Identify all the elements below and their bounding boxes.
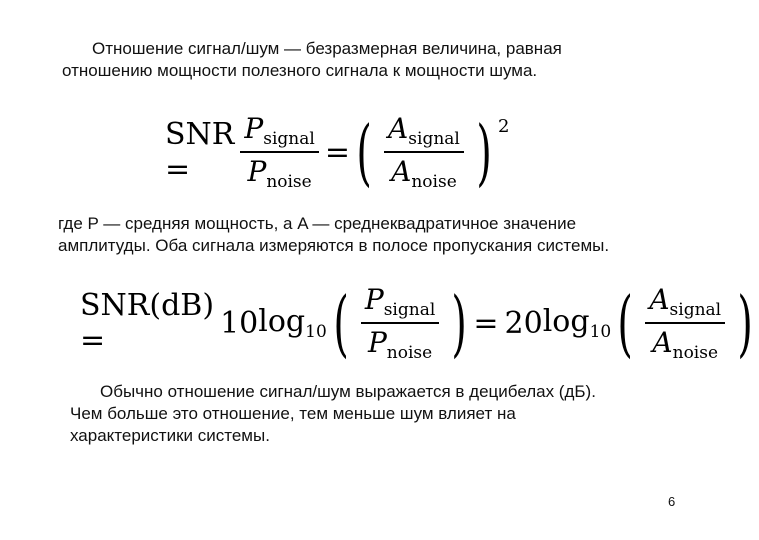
power-fraction-db: $\frac{P_{signal}}{P_{noise}}$ [361, 283, 439, 363]
power-fraction: $\frac{P_{signal}}{P_{noise}}$ [240, 112, 318, 192]
amplitude-fraction: $\frac{A_{signal}}{A_{noise}}$ [384, 112, 464, 192]
left-paren-1: ( [333, 281, 349, 365]
snr-db-formula [80, 281, 753, 365]
right-paren-2: ) [737, 281, 753, 365]
decibel-line-2: Чем больше это отношение, тем меньше шум влияет на [70, 404, 516, 423]
coef-20: 20 [504, 305, 543, 341]
decibel-paragraph [70, 381, 690, 447]
intro-line-2: отношению мощности полезного сигнала к мощности шума. [62, 61, 538, 80]
definition-paragraph [58, 213, 698, 257]
definition-line-2: амплитуды. Оба сигнала измеряются в полосе пропускания системы. [58, 236, 610, 255]
decibel-line-3: характеристики системы. [70, 426, 270, 445]
decibel-line-1: Обычно отношение сигнал/шум выражается в децибелах (дБ). [100, 382, 596, 401]
snr-lhs: SNR = [165, 117, 235, 187]
intro-line-1: Отношение сигнал/шум — безразмерная величина, равная [92, 39, 562, 58]
log-2: $\log_{10}$ [542, 304, 612, 342]
snr-formula [165, 108, 510, 200]
exponent: 2 [497, 116, 510, 137]
coef-10: 10 [220, 305, 259, 341]
intro-paragraph [62, 38, 682, 82]
log-1: $\log_{10}$ [258, 304, 327, 342]
right-paren: ) [476, 110, 492, 194]
left-paren-2: ( [617, 281, 633, 365]
left-paren: ( [356, 110, 372, 194]
right-paren-1: ) [451, 281, 468, 365]
page-number: 6 [668, 494, 676, 509]
amplitude-fraction-db: $\frac{A_{signal}}{A_{noise}}$ [645, 283, 725, 363]
definition-line-1: где P — средняя мощность, а A — среднеквадратичное значение [58, 214, 577, 233]
equals-sign: = [324, 134, 350, 170]
snr-db-lhs: SNR(dB) = [80, 288, 215, 358]
equals-sign-db: = [473, 305, 499, 341]
